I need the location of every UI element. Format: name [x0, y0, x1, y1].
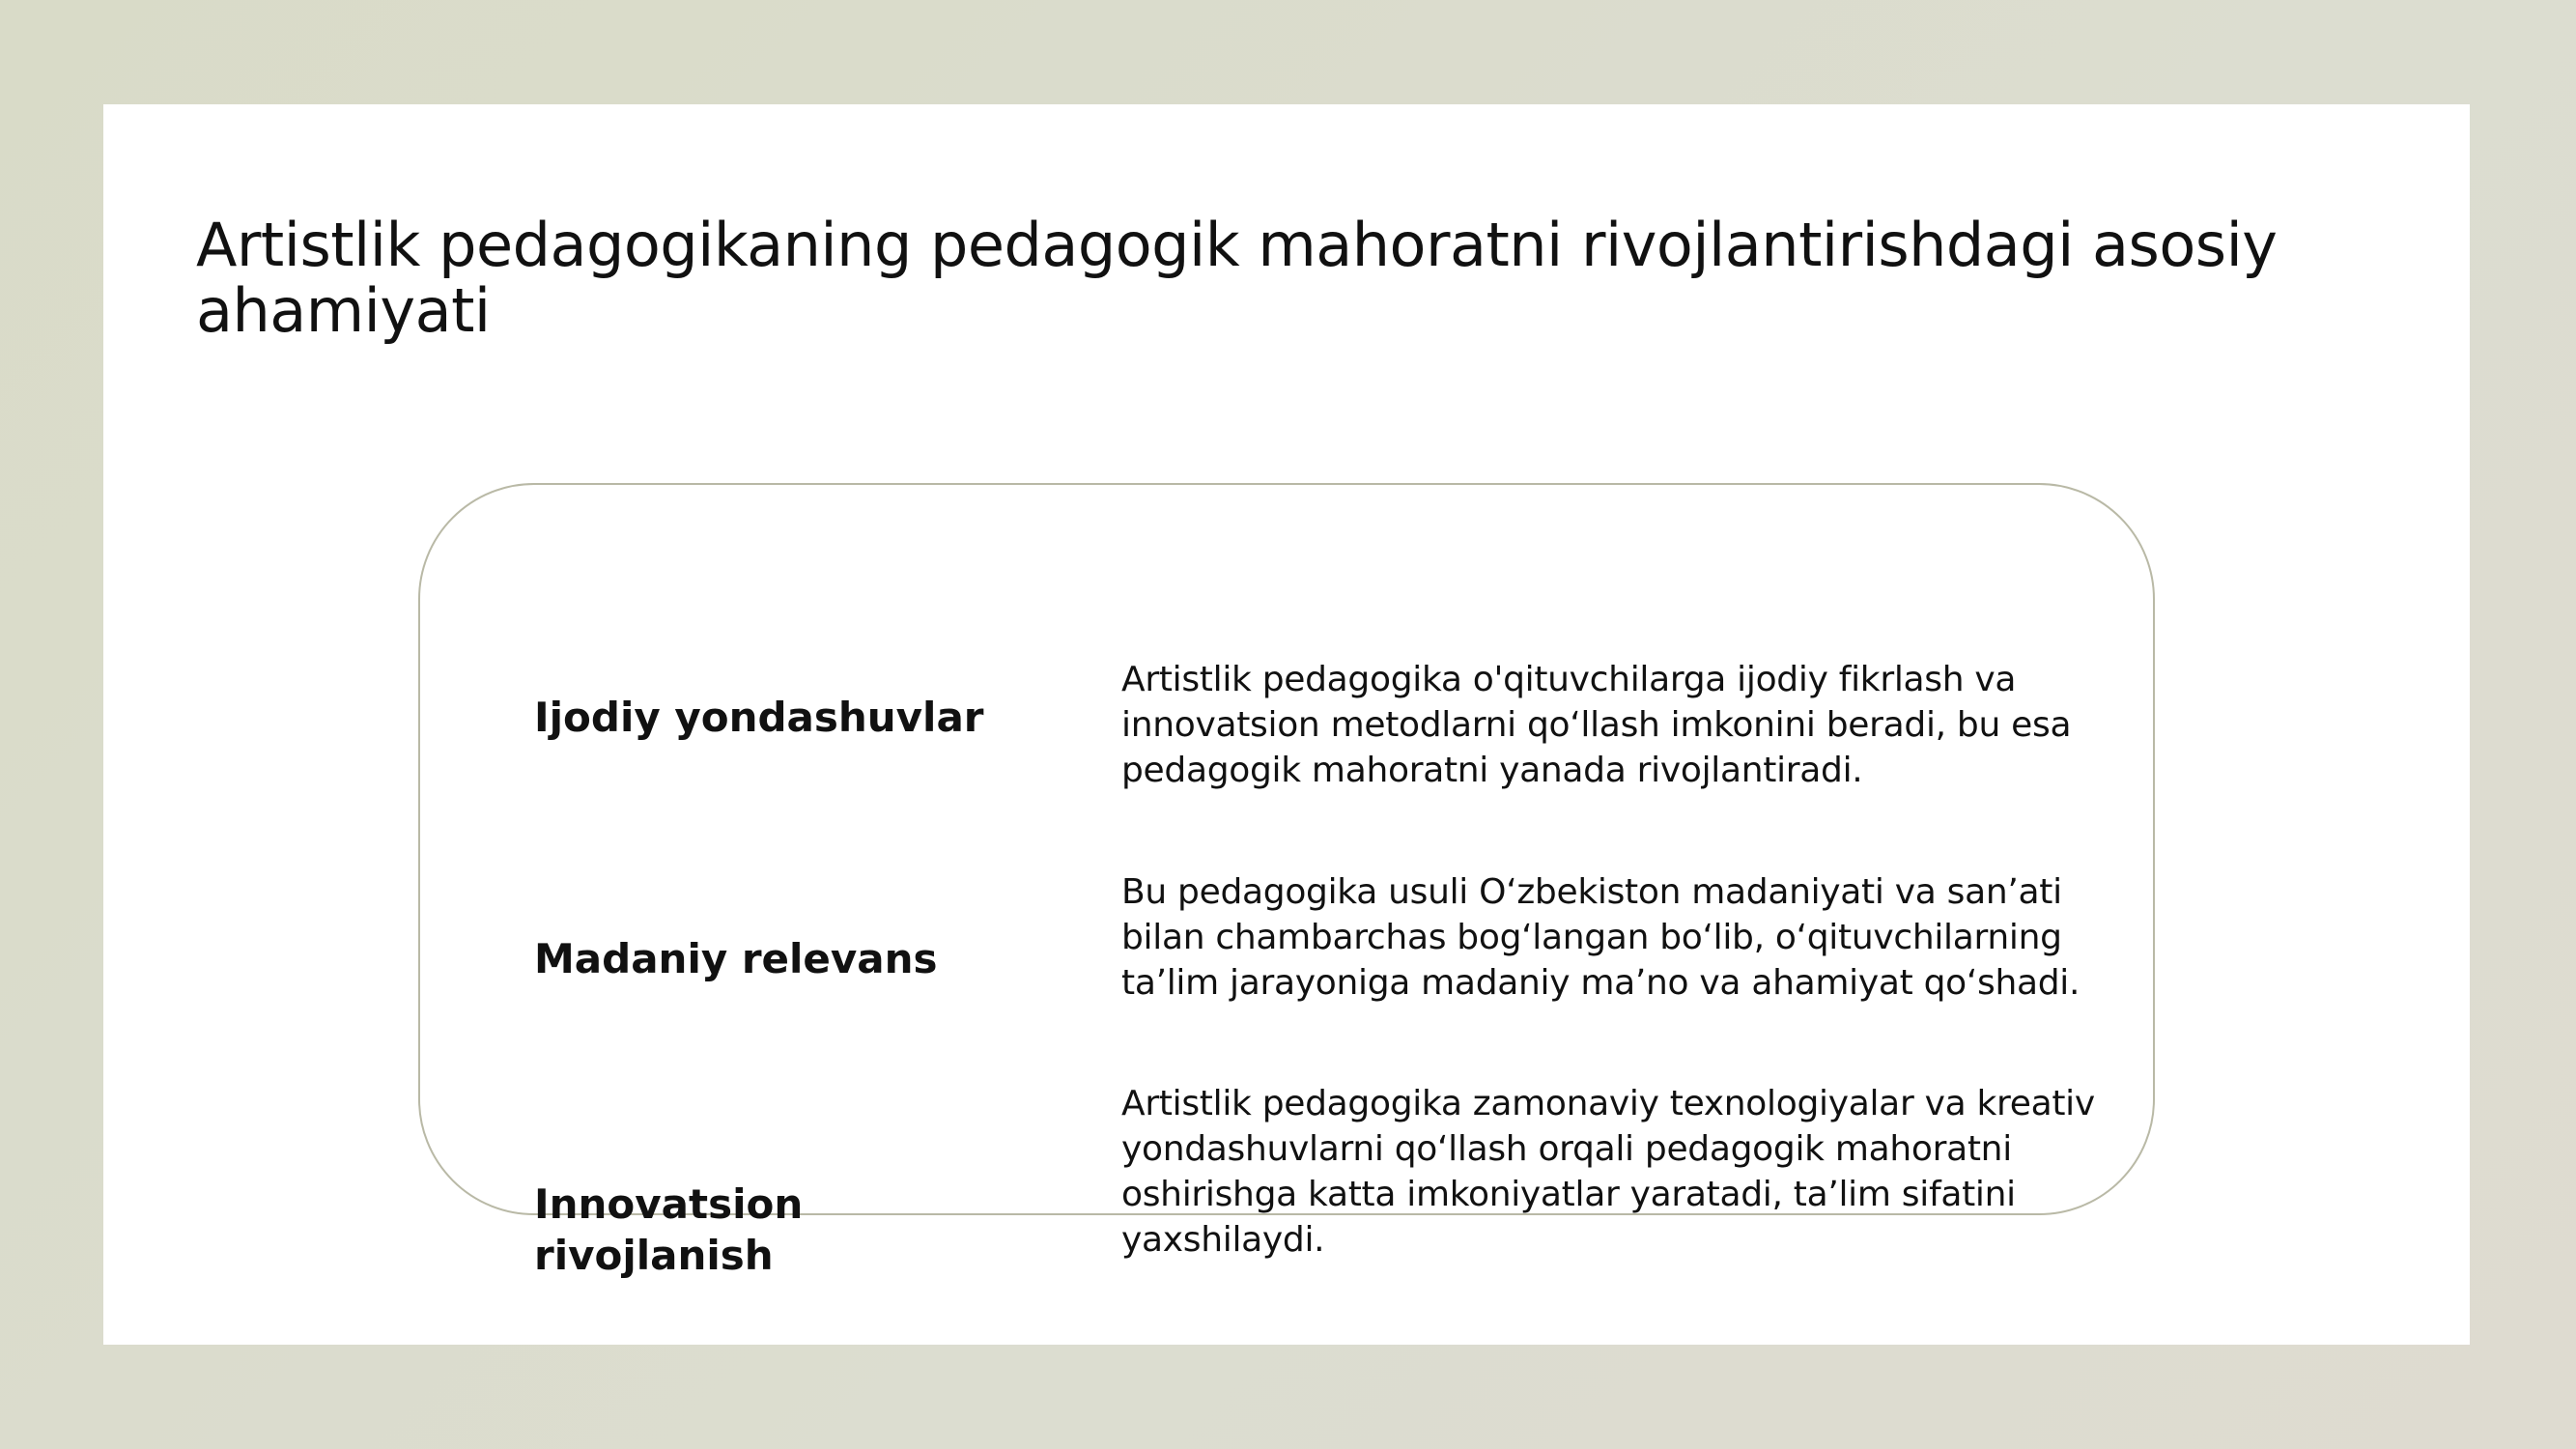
content-card — [418, 483, 2155, 1279]
slide-title: Artistlik pedagogikaning pedagogik mahoratni rivojlantirishdagi asosiy ahamiyati — [196, 210, 2278, 346]
row-label-innovatsion-rivojlanish: Innovatsion rivojlanish — [534, 1180, 804, 1279]
slide — [103, 104, 2470, 1345]
row-description-innovatsion-rivojlanish: Artistlik pedagogika zamonaviy texnologiyalar va kreativ yondashuvlarni qo‘llash orqali pedagogik mahoratni oshirishga katta imkoniyatlar yaratadi, ta’lim sifatini yaxshilaydi. — [1121, 1084, 2095, 1260]
row-label-madaniy-relevans: Madaniy relevans — [534, 935, 938, 982]
row-description-madaniy-relevans: Bu pedagogika usuli O‘zbekiston madaniyati va san’ati bilan chambarchas bog‘langan bo‘lib, o‘qituvchilarning ta’lim jarayoniga madaniy ma’no va ahamiyat qo‘shadi. — [1121, 872, 2081, 1003]
row-description-ijodiy-yondashuvlar: Artistlik pedagogika o'qituvchilarga ijodiy fikrlash va innovatsion metodlarni qo‘llash imkonini beradi, bu esa pedagogik mahoratni yanada rivojlantiradi. — [1121, 660, 2072, 790]
row-label-ijodiy-yondashuvlar: Ijodiy yondashuvlar — [534, 694, 984, 741]
